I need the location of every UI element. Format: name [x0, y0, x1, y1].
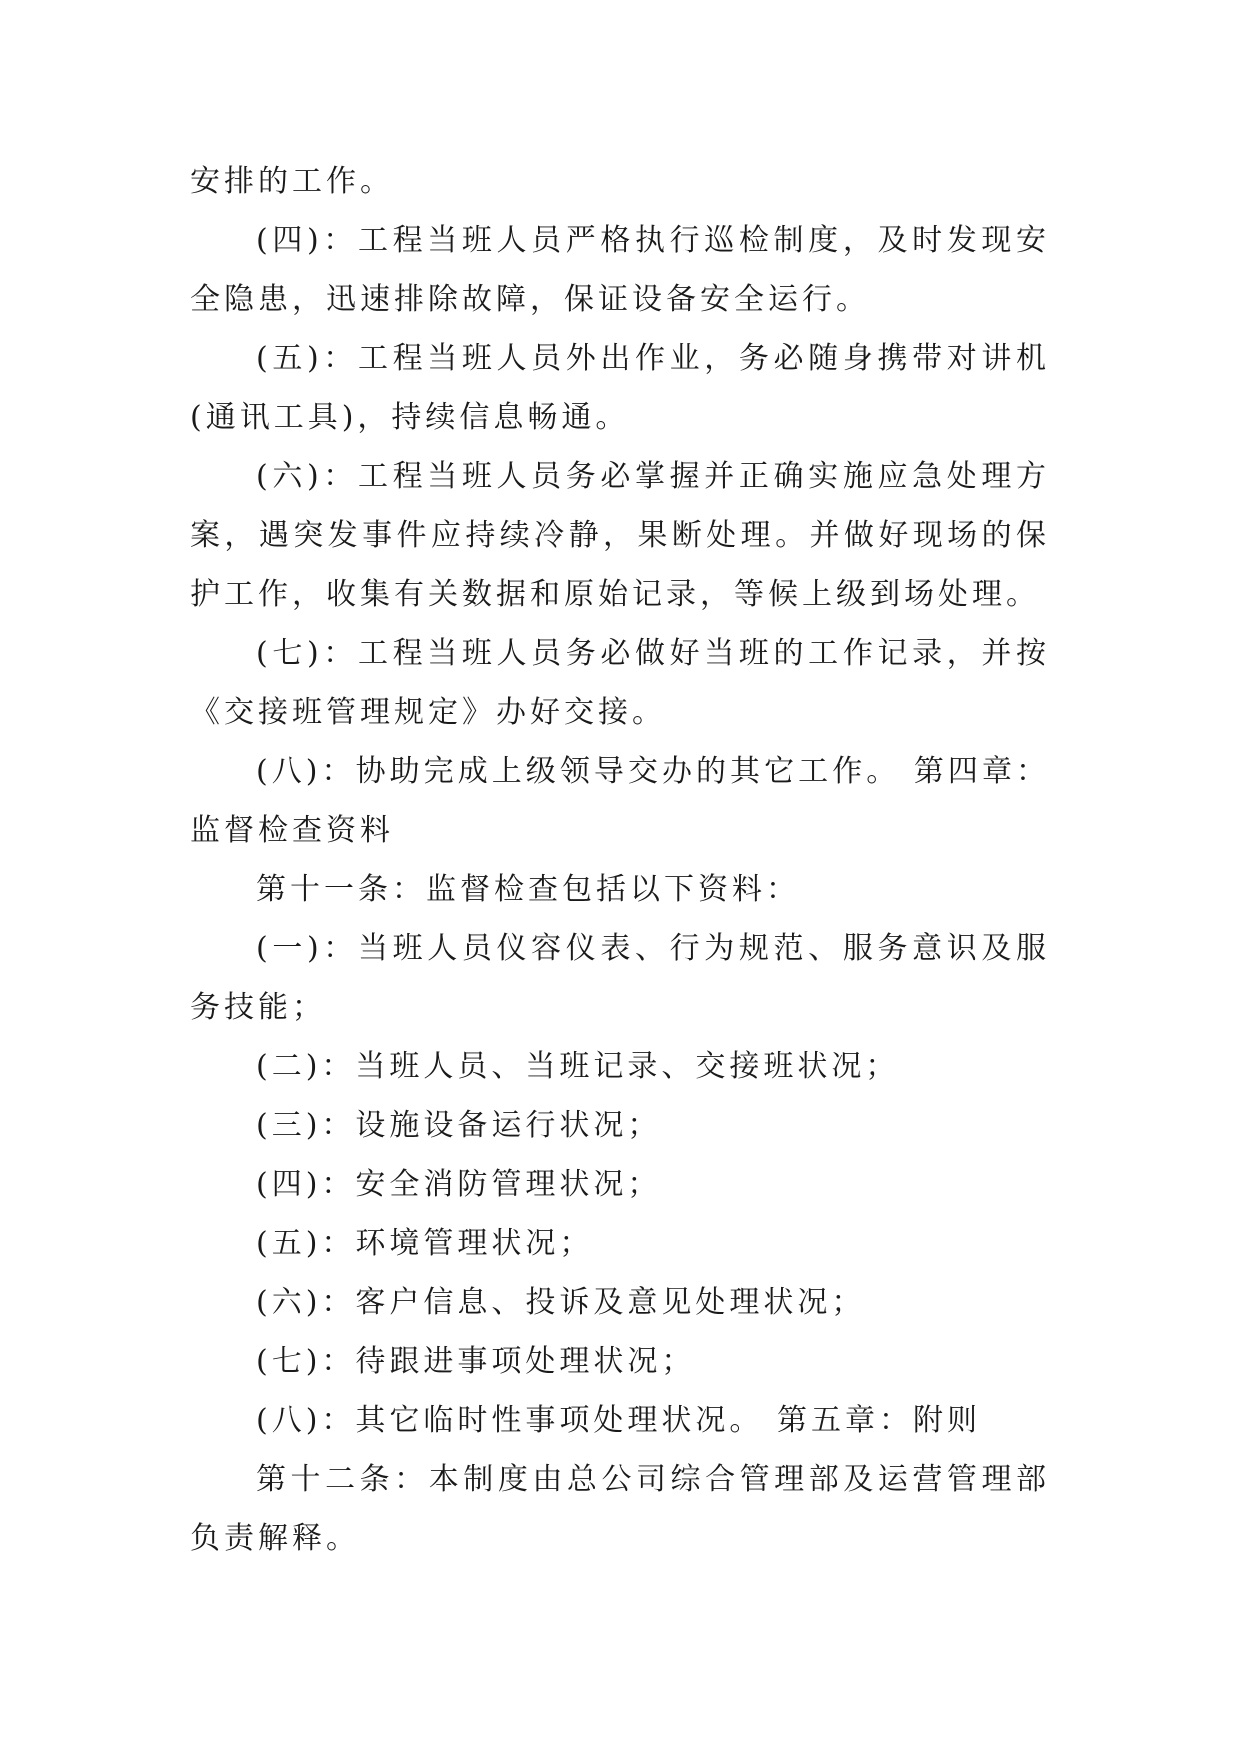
list-item: (四)：安全消防管理状况；	[256, 1167, 662, 1202]
paragraph: (六)：工程当班人员务必掌握并正确实施应急处理方案，遇突发事件应持续冷静，果断处理。并做好现场的保护工作，收集有关数据和原始记录，等候上级到场处理。	[190, 459, 1050, 612]
list-item: (六)：客户信息、投诉及意见处理状况；	[256, 1285, 866, 1320]
list-item: (八)：其它临时性事项处理状况。 第五章：附则	[256, 1403, 981, 1438]
list-item: (五)：环境管理状况；	[256, 1226, 594, 1261]
paragraph: 安排的工作。	[190, 164, 394, 199]
paragraph: (五)：工程当班人员外出作业，务必随身携带对讲机(通讯工具)，持续信息畅通。	[190, 341, 1050, 435]
paragraph: (四)：工程当班人员严格执行巡检制度，及时发现安全隐患，迅速排除故障，保证设备安全运行。	[190, 223, 1050, 317]
document-body	[190, 152, 1050, 1568]
article-heading: 第十一条：监督检查包括以下资料：	[256, 872, 800, 907]
paragraph: (八)：协助完成上级领导交办的其它工作。 第四章：监督检查资料	[190, 754, 1050, 848]
list-item: (三)：设施设备运行状况；	[256, 1108, 662, 1143]
paragraph: (七)：工程当班人员务必做好当班的工作记录，并按《交接班管理规定》办好交接。	[190, 636, 1050, 730]
list-item: (二)：当班人员、当班记录、交接班状况；	[256, 1049, 900, 1084]
article-heading: 第十二条：本制度由总公司综合管理部及运营管理部负责解释。	[190, 1462, 1050, 1556]
list-item: (一)：当班人员仪容仪表、行为规范、服务意识及服务技能；	[190, 931, 1050, 1025]
list-item: (七)：待跟进事项处理状况；	[256, 1344, 696, 1379]
